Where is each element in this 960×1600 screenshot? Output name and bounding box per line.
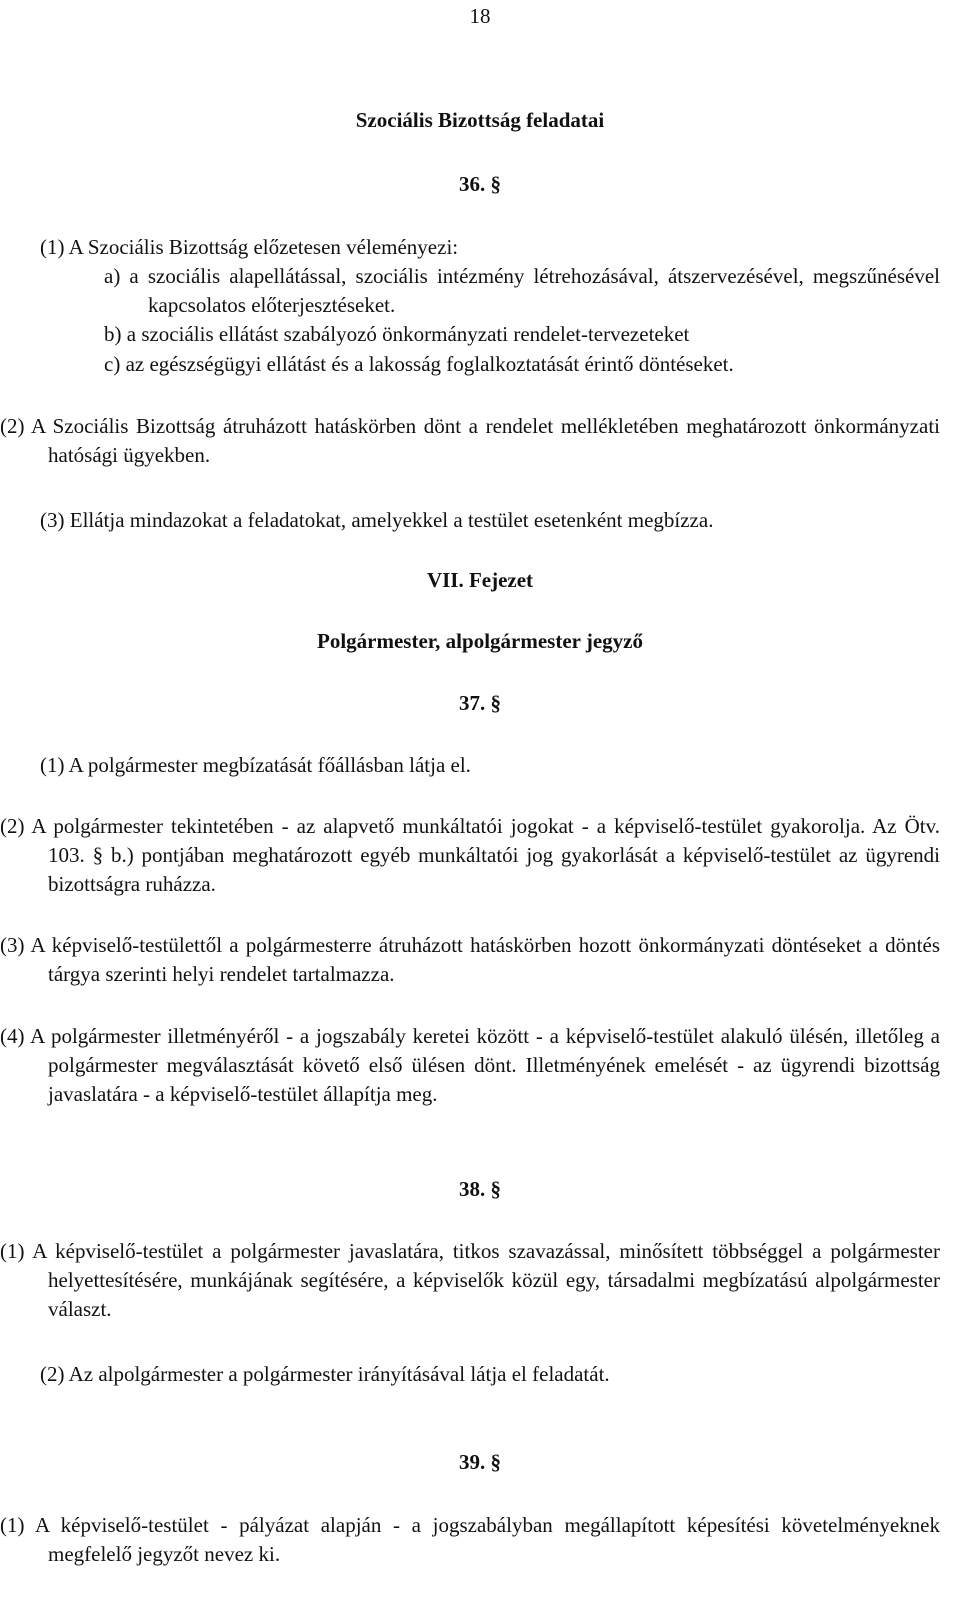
section-37-paragraph-4: (4) A polgármester illetményéről - a jogszabály keretei között - a képviselő-testület alakuló ülésén, illetőleg a polgármester megválasztását követő első ülésen dönt. Illetményének emelését - az ügyrendi bizottság javaslatára - a képviselő-testület állapítja meg.: [0, 1024, 940, 1106]
section-39-heading: 39. §: [459, 1450, 501, 1474]
section-38-heading: 38. §: [459, 1177, 501, 1201]
section-36-item-c: c) az egészségügyi ellátást és a lakosság foglalkoztatását érintő döntéseket.: [104, 352, 734, 376]
chapter-number: VII. Fejezet: [426, 568, 534, 592]
section-37-paragraph-3: (3) A képviselő-testülettől a polgármesterre átruházott hatáskörben hozott önkormányzati döntéseket a döntés tárgya szerinti helyi rendelet tartalmazza.: [0, 933, 940, 986]
section-39-paragraph-1: (1) A képviselő-testület - pályázat alapján - a jogszabályban megállapított képesítési követelményeknek megfelelő jegyzőt nevez ki.: [0, 1513, 940, 1566]
section-title: Szociális Bizottság feladatai: [355, 108, 605, 132]
section-38-paragraph-2: (2) Az alpolgármester a polgármester irányításával látja el feladatát.: [40, 1362, 610, 1386]
page-number: 18: [469, 4, 491, 28]
section-37-heading: 37. §: [459, 691, 501, 715]
section-36-paragraph-1-intro: (1) A Szociális Bizottság előzetesen véleményezi:: [40, 235, 459, 259]
section-36-item-b: b) a szociális ellátást szabályozó önkormányzati rendelet-tervezeteket: [104, 322, 690, 346]
section-36-item-a: a) a szociális alapellátással, szociális intézmény létrehozásával, átszervezésével, megszűnésével kapcsolatos előterjesztéseket.: [104, 264, 940, 317]
section-36-paragraph-3: (3) Ellátja mindazokat a feladatokat, amelyekkel a testület esetenként megbízza.: [40, 508, 714, 532]
section-36-paragraph-2: (2) A Szociális Bizottság átruházott hatáskörben dönt a rendelet mellékletében meghatározott önkormányzati hatósági ügyekben.: [0, 414, 940, 467]
chapter-title: Polgármester, alpolgármester jegyző: [317, 629, 643, 653]
section-36-heading: 36. §: [459, 172, 501, 196]
section-38-paragraph-1: (1) A képviselő-testület a polgármester javaslatára, titkos szavazással, minősített többséggel a polgármester helyettesítésére, munkájának segítésére, a képviselők közül egy, társadalmi megbízatású alpolgármester választ.: [0, 1239, 940, 1321]
section-37-paragraph-2: (2) A polgármester tekintetében - az alapvető munkáltatói jogokat - a képviselő-testület gyakorolja. Az Ötv. 103. § b.) pontjában meghatározott egyéb munkáltatói jog gyakorlását a képviselő-testület az ügyrendi bizottságra ruházza.: [0, 814, 940, 896]
section-37-paragraph-1: (1) A polgármester megbízatását főállásban látja el.: [40, 753, 471, 777]
